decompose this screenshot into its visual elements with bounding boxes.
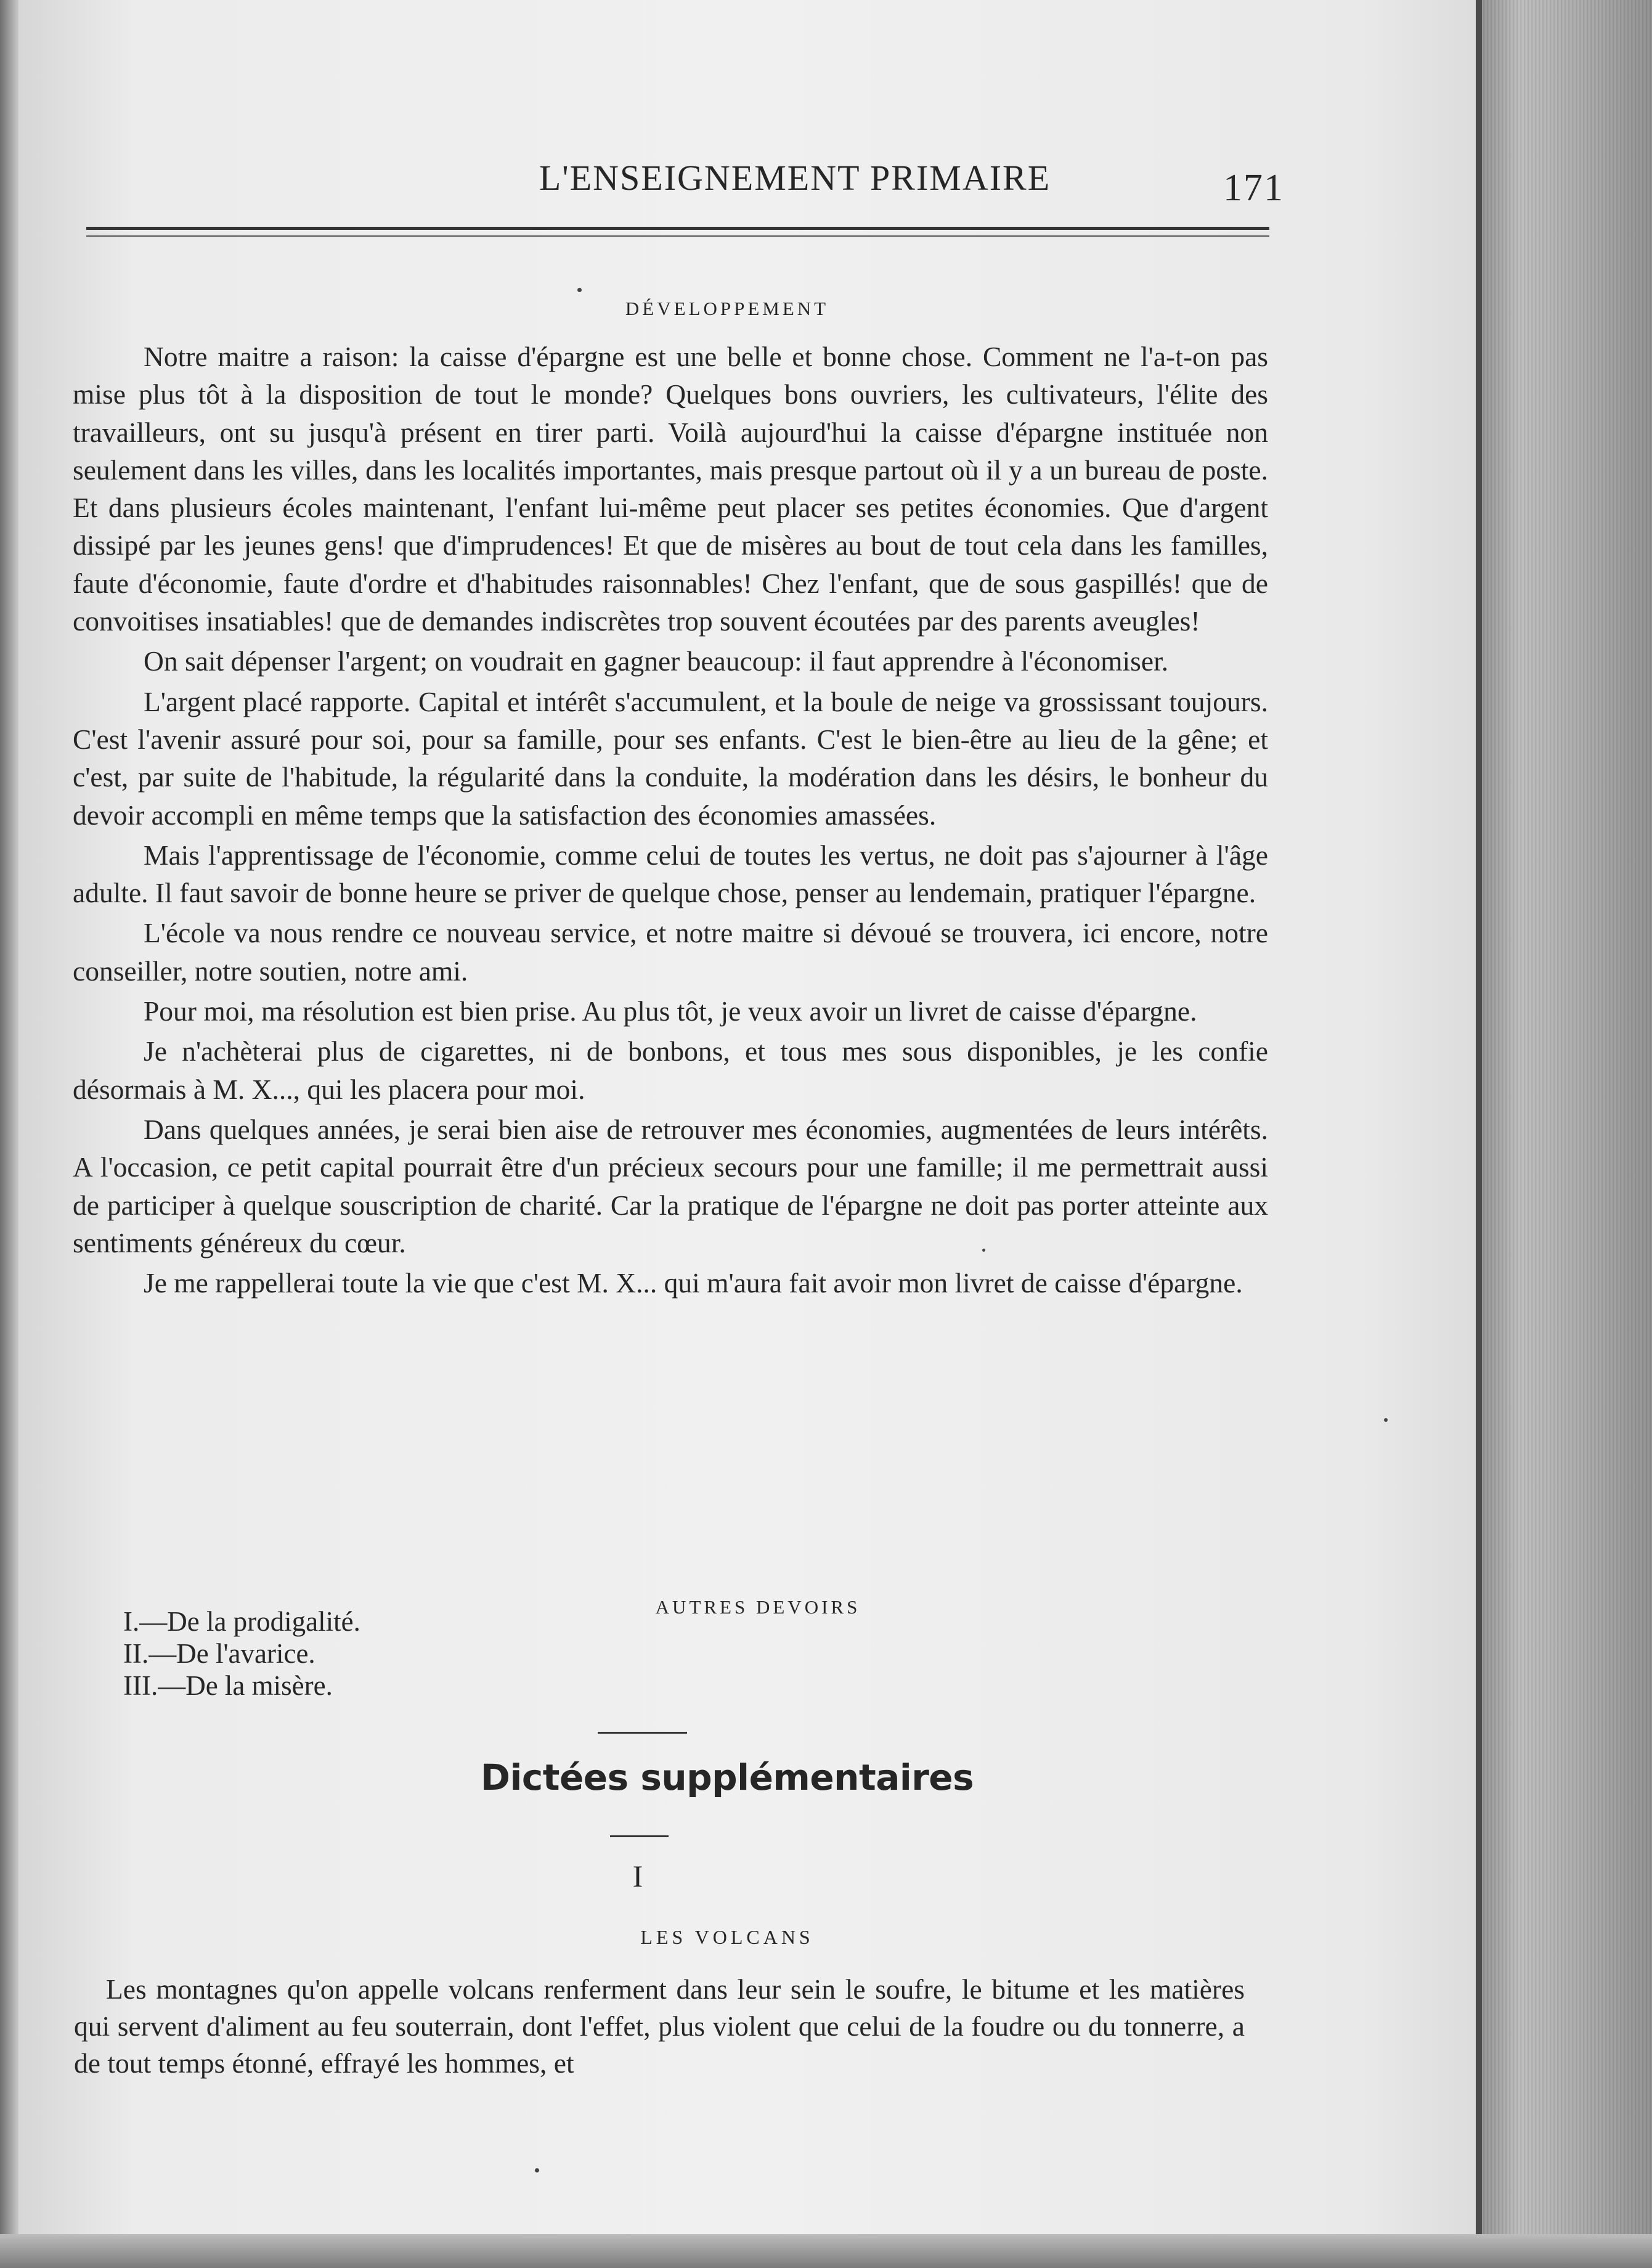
- section-divider: [598, 1732, 687, 1734]
- paragraph: L'école va nous rendre ce nouveau service, et notre maitre si dévoué se trouvera, ici encore, notre conseiller, notre soutien, notre ami.: [73, 917, 1268, 987]
- header-rule-thick: [86, 227, 1269, 230]
- running-head: L'ENSEIGNEMENT PRIMAIRE: [539, 158, 1051, 198]
- paragraph: L'argent placé rapporte. Capital et intérêt s'accumulent, et la boule de neige va grossissant toujours. C'est l'avenir assuré pour soi, pour sa famille, pour ses enfants. C'est le bien-être au lieu de la gêne; et c'est, par suite de l'habitude, la régularité dans la conduite, la modération dans les désirs, le bonheur du devoir accompli en même temps que la satisfaction des économies amassées.: [73, 685, 1268, 831]
- autres-devoirs-heading: AUTRES DEVOIRS: [655, 1596, 861, 1618]
- print-speck: [577, 288, 582, 292]
- autres-devoirs-list: [123, 1605, 360, 1702]
- dictee-number: I: [632, 1859, 643, 1893]
- scan-bottom-shadow: [0, 2234, 1652, 2268]
- header-rule-thin: [86, 235, 1269, 237]
- list-item: I.—De la prodigalité.: [123, 1606, 360, 1637]
- paragraph: Dans quelques années, je serai bien aise de retrouver mes économies, augmentées de leurs intérêts. A l'occasion, ce petit capital pourrait être d'un précieux secours pour une famille; il me permettrait aussi de participer à quelque souscription de charité. Car la pratique de l'épargne ne doit pas porter atteinte aux sentiments généreux du cœur.: [73, 1113, 1268, 1258]
- developpement-heading: DÉVELOPPEMENT: [625, 298, 829, 319]
- chapter-title: Dictées supplémentaires: [480, 1756, 974, 1798]
- paragraph: Mais l'apprentissage de l'économie, comme celui de toutes les vertus, ne doit pas s'ajourner à l'âge adulte. Il faut savoir de bonne heure se priver de quelque chose, penser au lendemain, pratiquer l'épargne.: [73, 839, 1268, 909]
- paragraph: On sait dépenser l'argent; on voudrait en gagner beaucoup: il faut apprendre à l'économiser.: [144, 645, 1169, 677]
- list-item: III.—De la misère.: [123, 1670, 333, 1701]
- paragraph: Je n'achèterai plus de cigarettes, ni de bonbons, et tous mes sous disponibles, je les confie désormais à M. X..., qui les placera pour moi.: [73, 1035, 1268, 1105]
- book-page-edges: [1476, 0, 1652, 2268]
- paragraph: Les montagnes qu'on appelle volcans renferment dans leur sein le soufre, le bitume et les matières qui servent d'aliment au feu souterrain, dont l'effet, plus violent que celui de la foudre ou du tonnerre, a de tout temps étonné, effrayé les hommes, et: [74, 1973, 1245, 2079]
- print-speck: [535, 2168, 539, 2172]
- print-speck: [1384, 1418, 1388, 1422]
- developpement-body: [73, 338, 1268, 1302]
- dictee-body: [74, 1971, 1245, 2082]
- print-speck: [982, 1249, 985, 1252]
- paragraph: Je me rappellerai toute la vie que c'est M. X... qui m'aura fait avoir mon livret de caisse d'épargne.: [144, 1267, 1243, 1299]
- dictee-subheading: LES VOLCANS: [640, 1926, 814, 1948]
- page-number: 171: [1223, 167, 1284, 209]
- title-divider: [610, 1835, 669, 1837]
- scan-left-shadow: [0, 0, 18, 2268]
- paragraph: Pour moi, ma résolution est bien prise. Au plus tôt, je veux avoir un livret de caisse d'épargne.: [144, 995, 1197, 1027]
- list-item: II.—De l'avarice.: [123, 1638, 315, 1669]
- paragraph: Notre maitre a raison: la caisse d'épargne est une belle et bonne chose. Comment ne l'a-t-on pas mise plus tôt à la disposition de tout le monde? Quelques bons ouvriers, les cultivateurs, l'élite des travailleurs, ont su jusqu'à présent en tirer parti. Voilà aujourd'hui la caisse d'épargne instituée non seulement dans les villes, dans les localités importantes, mais presque partout où il y a un bureau de poste. Et dans plusieurs écoles maintenant, l'enfant lui-même peut placer ses petites économies. Que d'argent dissipé par les jeunes gens! que d'imprudences! Et que de misères au bout de tout cela dans les familles, faute d'économie, faute d'ordre et d'habitudes raisonnables! Chez l'enfant, que de sous gaspillés! que de convoitises insatiables! que de demandes indiscrètes trop souvent écoutées par des parents aveugles!: [73, 341, 1268, 637]
